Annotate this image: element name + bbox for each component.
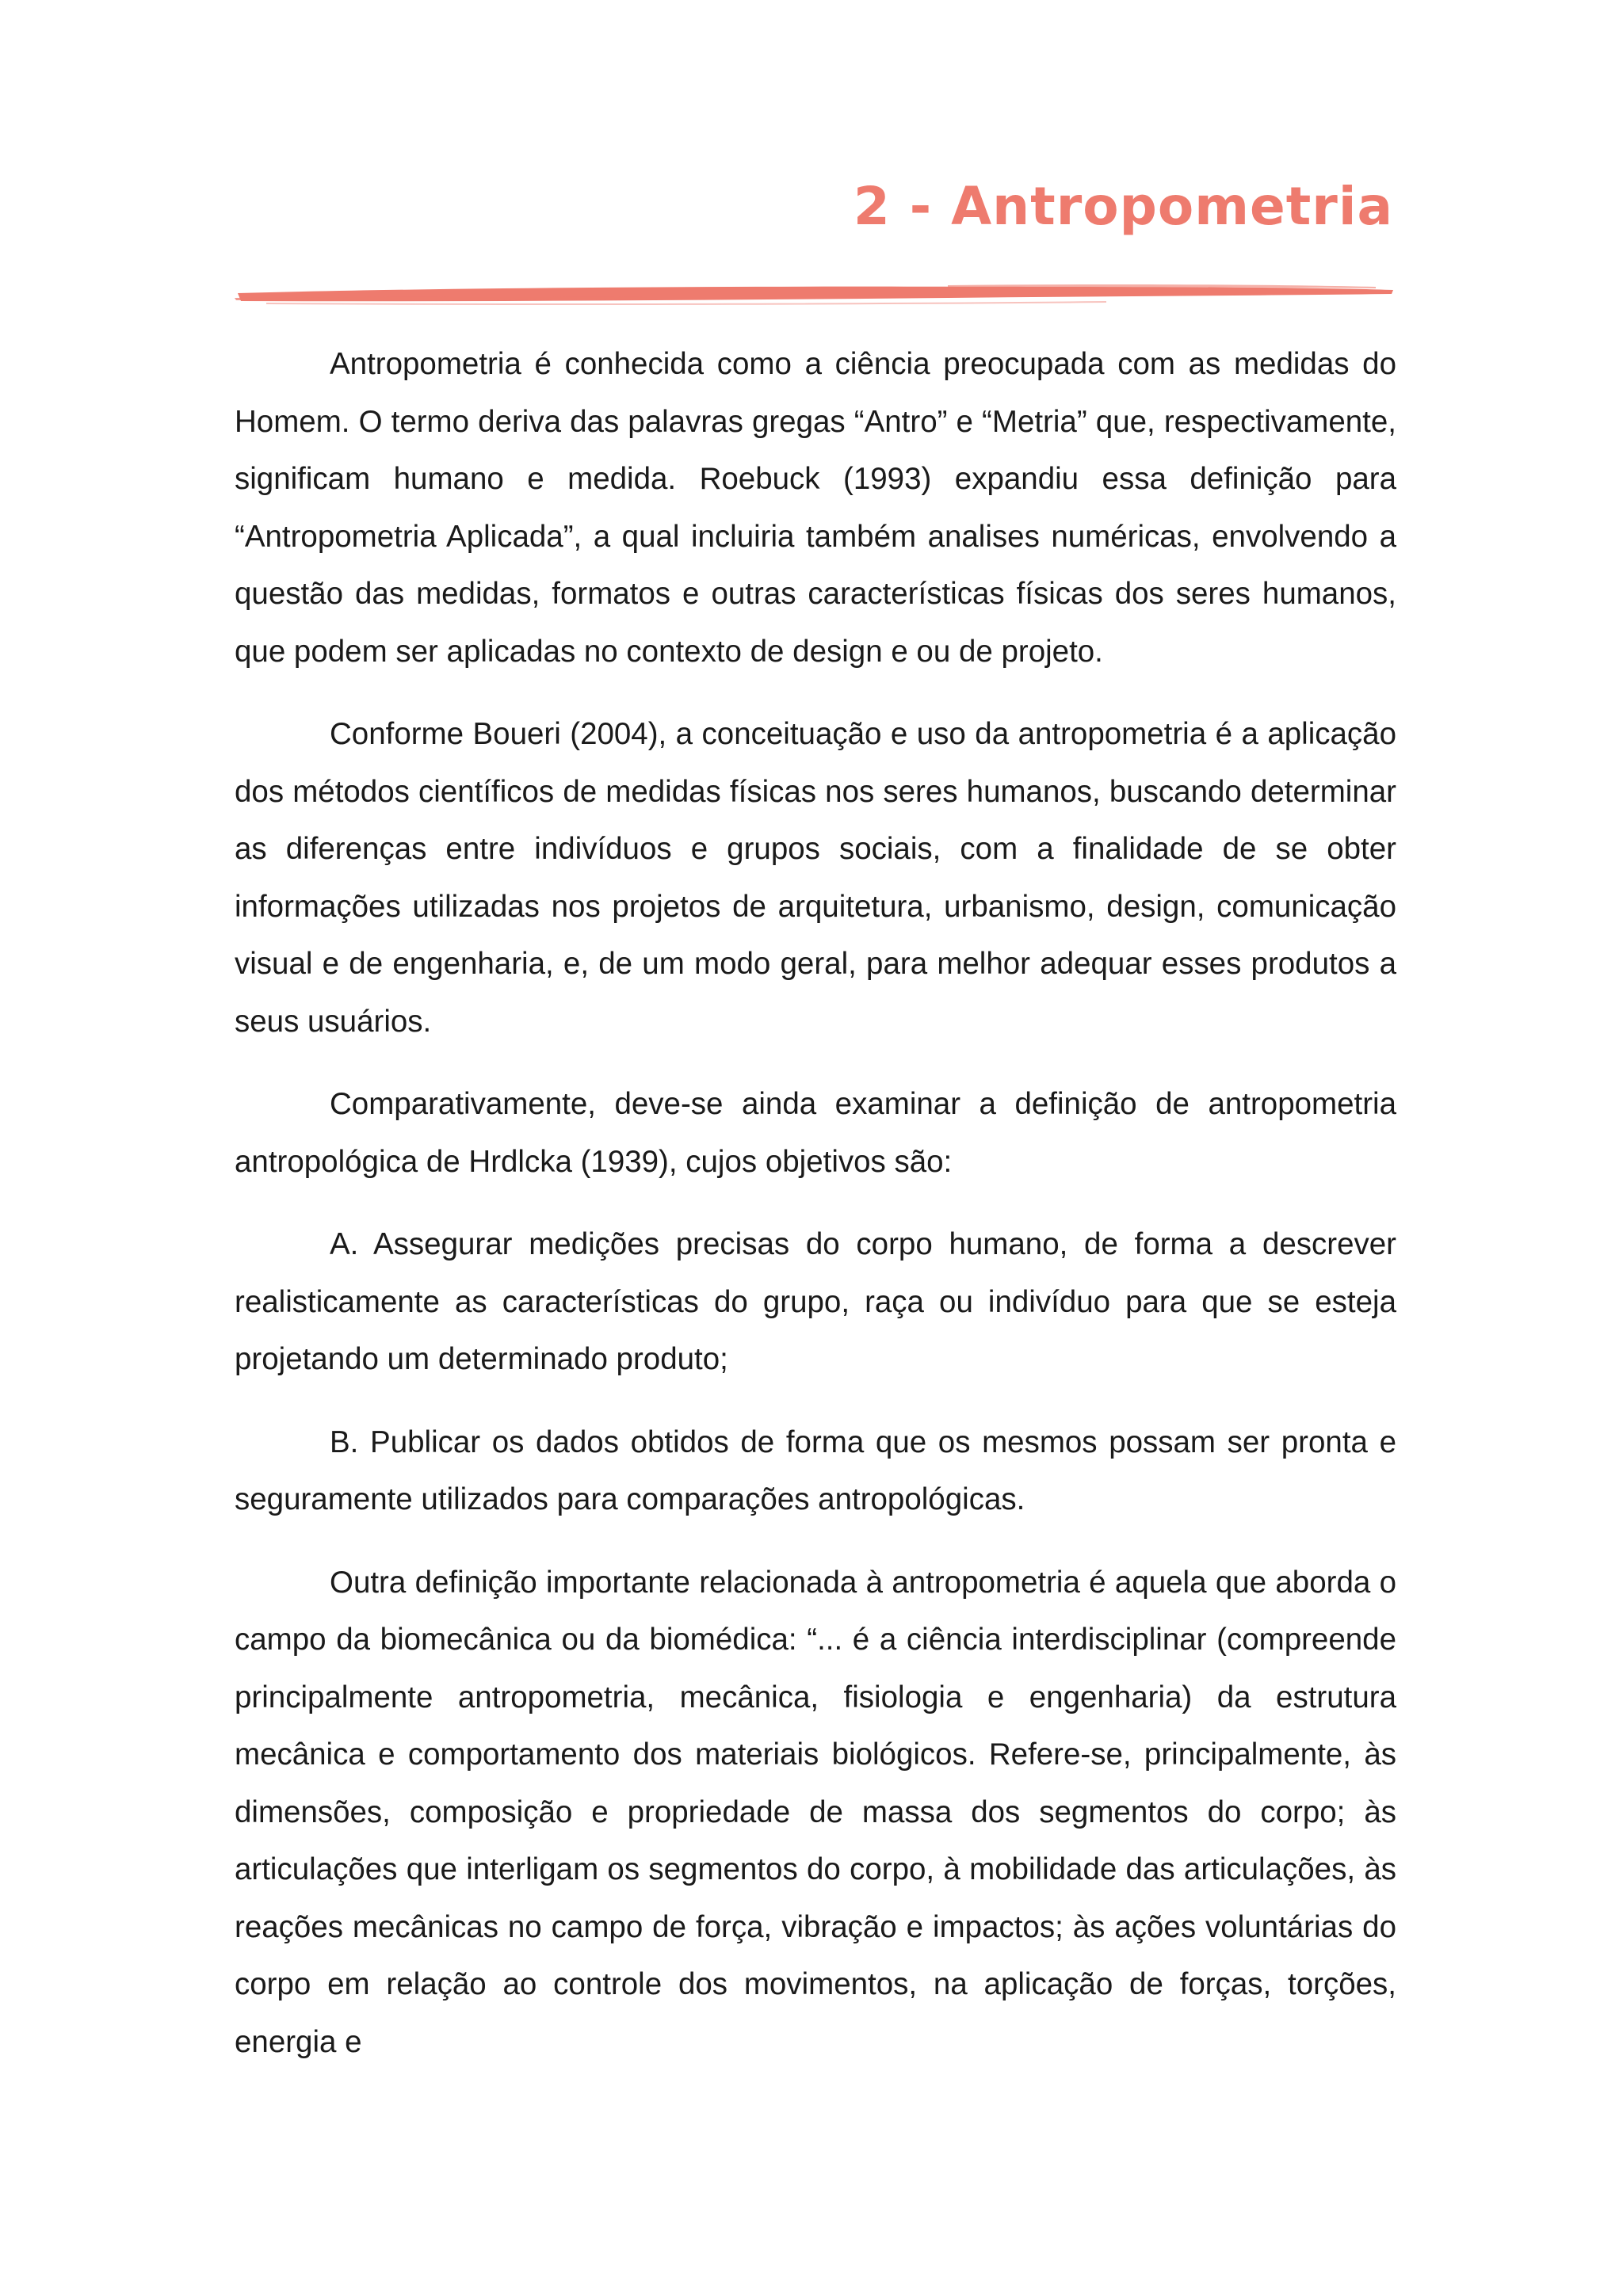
brush-stroke-divider xyxy=(235,279,1396,311)
body-text xyxy=(235,336,1396,2096)
paragraph-definition: Antropometria é conhecida como a ciência preocupada com as medidas do Homem. O termo deriva das palavras gregas “Antro” e “Metria” que, respectivamente, significam humano e medida. Roebuck (1993) expandiu essa definição para “Antropometria Aplicada”, a qual incluiria também analises numéricas, envolvendo a questão das medidas, formatos e outras características físicas dos seres humanos, que podem ser aplicadas no contexto de design e ou de projeto. xyxy=(235,347,1396,669)
brush-stroke-underline xyxy=(266,301,1106,305)
list-item-a: A. Assegurar medições precisas do corpo humano, de forma a descrever realisticamente as características do grupo, raça ou indivíduo para que se esteja projetando um determinado produto; xyxy=(235,1227,1396,1376)
paragraph-boueri: Conforme Boueri (2004), a conceituação e uso da antropometria é a aplicação dos métodos científicos de medidas físicas nos seres humanos, buscando determinar as diferenças entre indivíduos e grupos sociais, com a finalidade de se obter informações utilizadas nos projetos de arquitetura, urbanismo, design, comunicação visual e de engenharia, e, de um modo geral, para melhor adequar esses produtos a seus usuários. xyxy=(235,717,1396,1039)
paragraph-hrdlcka: Comparativamente, deve-se ainda examinar a definição de antropometria antropológica de Hrdlcka (1939), cujos objetivos são: xyxy=(235,1087,1396,1179)
paragraph-biomechanics: Outra definição importante relacionada à antropometria é aquela que aborda o campo da biomecânica ou da biomédica: “... é a ciência interdisciplinar (compreende principalmente antropometria, mecânica, fisiologia e engenharia) da estrutura mecânica e comportamento dos materiais biológicos. Refere-se, principalmente, às dimensões, composição e propriedade de massa dos segmentos do corpo; às articulações que interligam os segmentos do corpo, à mobilidade das articulações, às reações mecânicas no campo de força, vibração e impactos; às ações voluntárias do corpo em relação ao controle dos movimentos, na aplicação de forças, torções, energia e xyxy=(235,1565,1396,2059)
chapter-title: 2 - Antropometria xyxy=(853,176,1393,237)
list-item-b: B. Publicar os dados obtidos de forma que os mesmos possam ser pronta e seguramente utilizados para comparações antropológicas. xyxy=(235,1425,1396,1516)
